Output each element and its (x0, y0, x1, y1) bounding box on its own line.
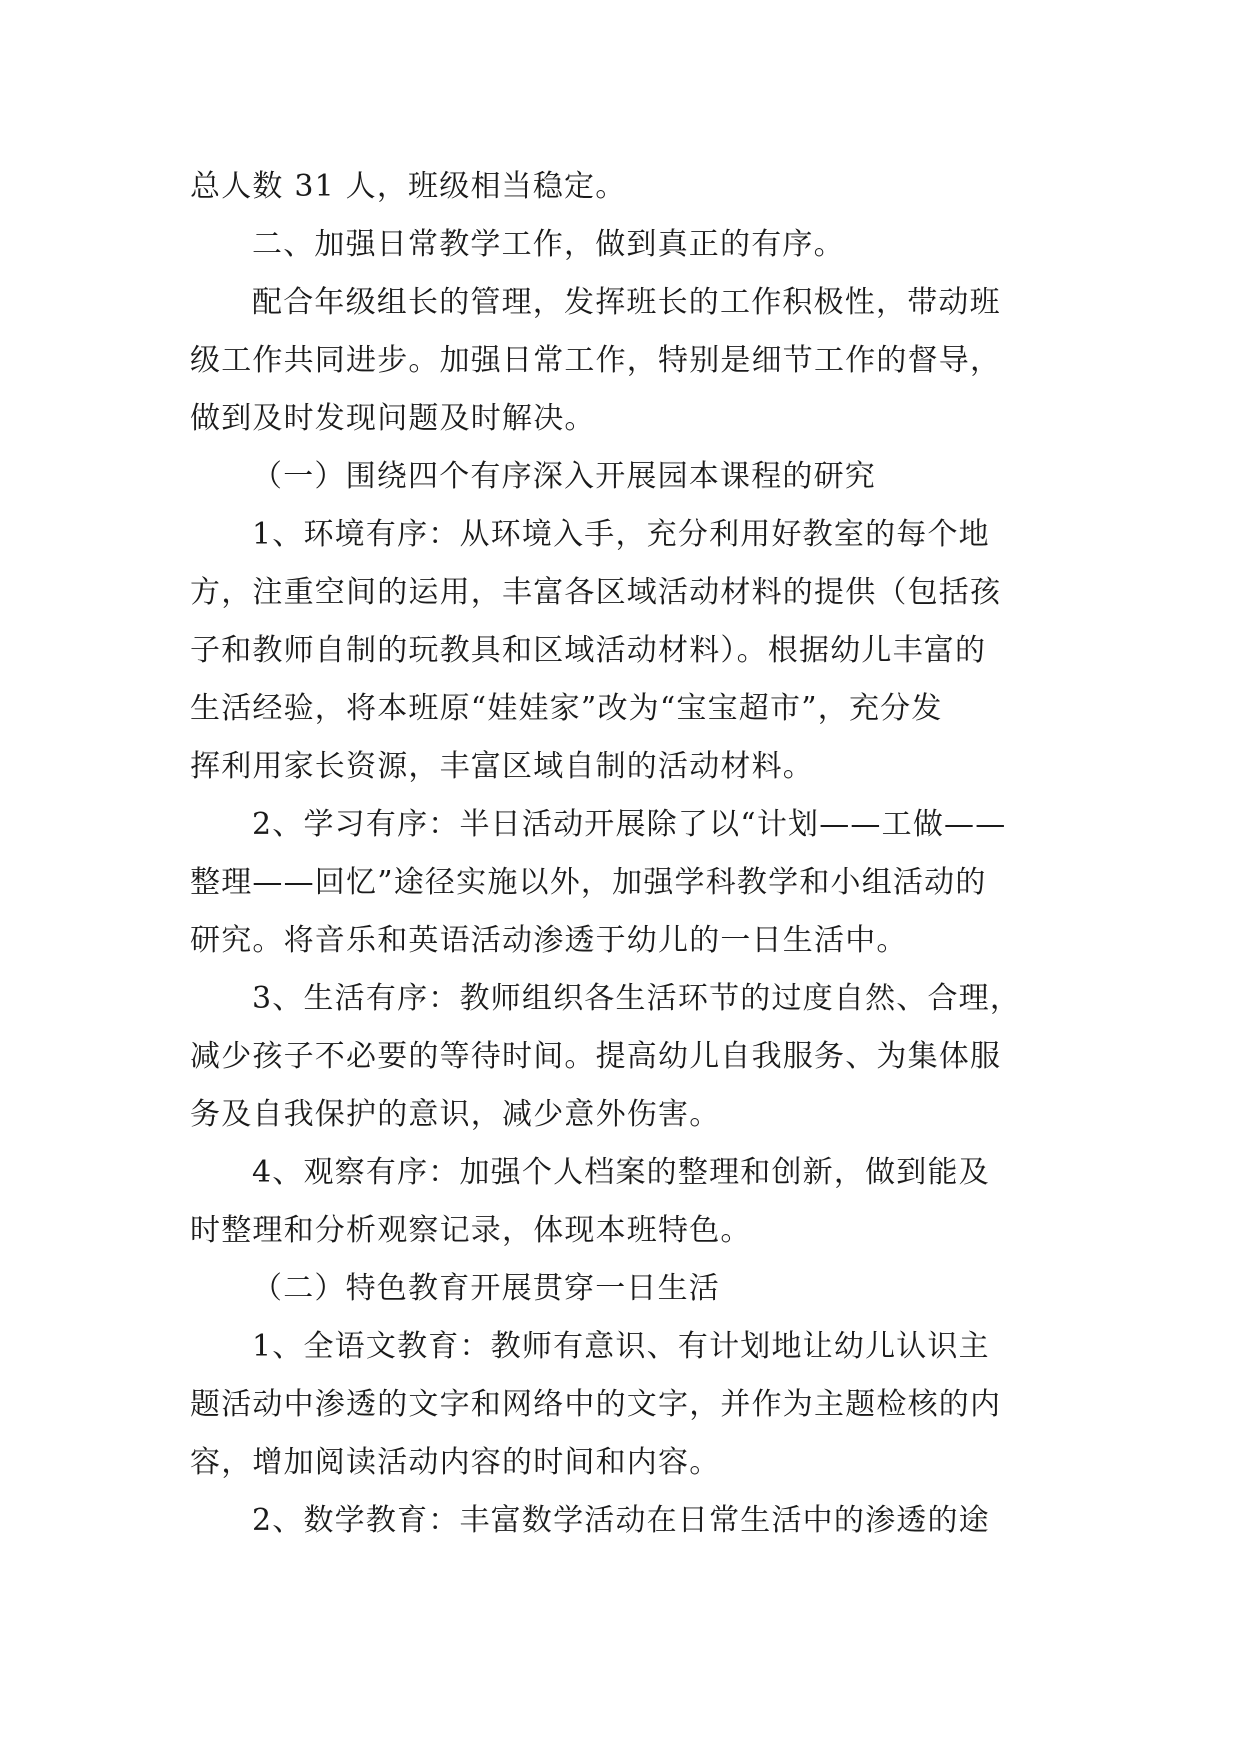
text-line: 生活经验，将本班原“娃娃家”改为“宝宝超市”，充分发 (190, 691, 943, 726)
text-line: 减少孩子不必要的等待时间。提高幼儿自我服务、为集体服 (190, 1039, 1002, 1074)
text-line: 方，注重空间的运用，丰富各区域活动材料的提供（包括孩 (190, 575, 1002, 610)
text-line: 级工作共同进步。加强日常工作，特别是细节工作的督导， (190, 343, 1002, 378)
text-line: 1、环境有序：从环境入手，充分利用好教室的每个地 (252, 517, 990, 552)
text-line: 做到及时发现问题及时解决。 (190, 401, 596, 436)
text-line: 2、数学教育：丰富数学活动在日常生活中的渗透的途 (252, 1503, 990, 1538)
text-line: 2、学习有序：半日活动开展除了以“计划——工做—— (252, 807, 1007, 842)
text-line: 务及自我保护的意识，减少意外伤害。 (190, 1097, 721, 1132)
text-line: 研究。将音乐和英语活动渗透于幼儿的一日生活中。 (190, 923, 908, 958)
text-line: 子和教师自制的玩教具和区域活动材料）。根据幼儿丰富的 (190, 633, 987, 668)
text-line: 1、全语文教育：教师有意识、有计划地让幼儿认识主 (252, 1329, 990, 1364)
text-line: 总人数 31 人，班级相当稳定。 (190, 169, 627, 204)
text-line: 3、生活有序：教师组织各生活环节的过度自然、合理， (252, 981, 1022, 1016)
text-line: 挥利用家长资源，丰富区域自制的活动材料。 (190, 749, 814, 784)
subsection-heading: （一）围绕四个有序深入开展园本课程的研究 (252, 459, 876, 494)
document-body (190, 158, 1050, 1550)
text-line: 4、观察有序：加强个人档案的整理和创新，做到能及 (252, 1155, 990, 1190)
subsection-heading: （二）特色教育开展贯穿一日生活 (252, 1271, 720, 1306)
text-line: 配合年级组长的管理，发挥班长的工作积极性，带动班 (252, 285, 1001, 320)
text-line: 容，增加阅读活动内容的时间和内容。 (190, 1445, 721, 1480)
text-line: 题活动中渗透的文字和网络中的文字，并作为主题检核的内 (190, 1387, 1002, 1422)
text-line: 时整理和分析观察记录，体现本班特色。 (190, 1213, 752, 1248)
section-heading: 二、加强日常教学工作，做到真正的有序。 (252, 227, 845, 262)
text-line: 整理——回忆”途径实施以外，加强学科教学和小组活动的 (190, 865, 987, 900)
